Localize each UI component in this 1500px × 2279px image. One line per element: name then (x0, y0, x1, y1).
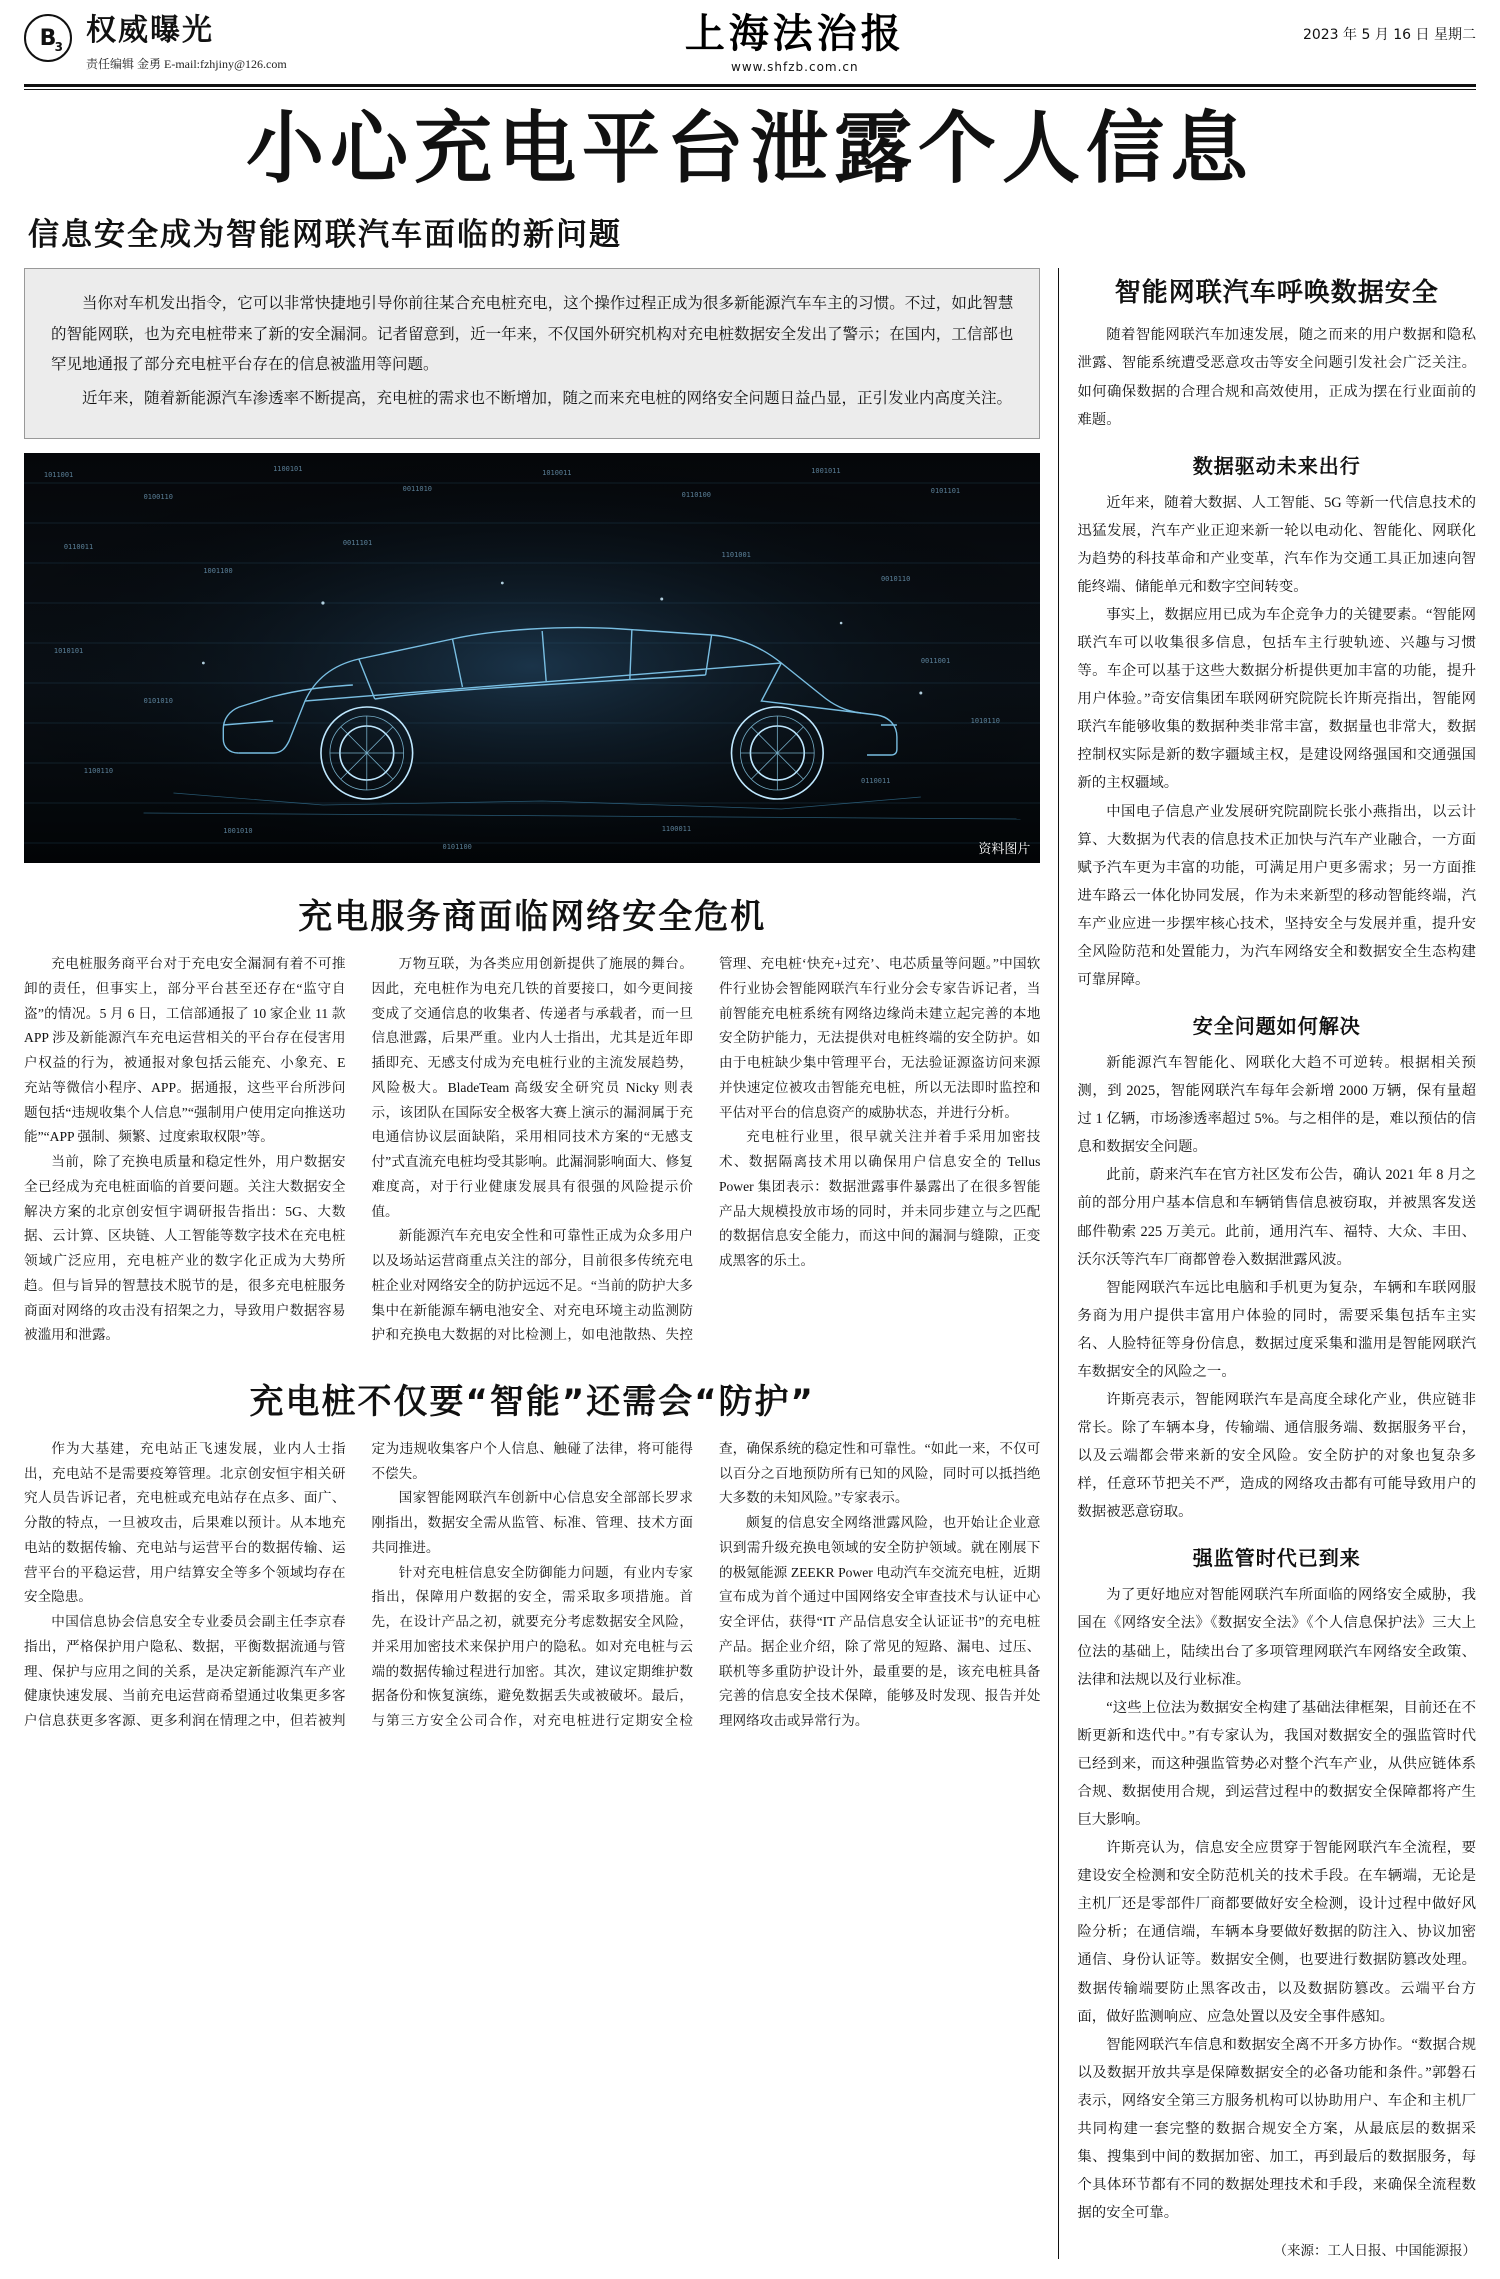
svg-text:1010011: 1010011 (542, 469, 572, 478)
svg-text:1011001: 1011001 (43, 471, 74, 480)
paragraph: 当前，除了充换电质量和稳定性外，用户数据安全已经成为充电桩面临的首要问题。关注大数据安全解决方案的北京创安恒宇调研报告指出：5G、大数据、云计算、区块链、人工智能等数字技术在充电桩领域广泛应用，充电桩产业的数字化正成为大势所趋。但与旨异的智慧技术脱节的是，很多充电桩服务商面对网络的攻击没有招架之力，导致用户数据容易被滥用和泄露。 (24, 1154, 346, 1343)
svg-text:0110100: 0110100 (681, 491, 711, 500)
page-subtitle: 信息安全成为智能网联汽车面临的新问题 (28, 217, 622, 254)
section-2-title: 充电桩不仅要“智能”还需会“防护” (249, 1381, 815, 1422)
paragraph: 中国电子信息产业发展研究院副院长张小燕指出，以云计算、大数据为代表的信息技术正加快与汽车产业融合，一方面赋予汽车更为丰富的功能，可满足用户更多需求；另一方面推进车路云一体化协同发展，作为未来新型的移动智能终端，汽车产业应进一步摆牢核心技术，坚持安全与发展并重，提升安全风险防范和处置能力，为汽车网络安全和数据安全生态构建可靠屏障。 (1077, 803, 1476, 988)
svg-text:1100101: 1100101 (273, 465, 303, 474)
editor-line: 责任编辑 金勇 E-mail:fzhjiny@126.com (86, 57, 287, 71)
paragraph: 事实上，数据应用已成为车企竞争力的关键要素。“智能网联汽车可以收集很多信息，包括车主行驶轨迹、兴趣与习惯等。车企可以基于这些大数据分析提供更加丰富的功能，提升用户体验。”奇安信集团车联网研究院院长许斯亮指出，智能网联汽车能够收集的数据种类非常丰富，数据量也非常大，数据控制权实际是新的数字疆域主权，是建设网络强国和交通强国新的主权疆域。 (1077, 606, 1476, 792)
section-2-body (24, 1437, 1040, 1734)
sidebar-subtitle-2: 安全问题如何解决 (1192, 1014, 1361, 1039)
paper-name: 上海法治报 (684, 10, 905, 57)
paragraph: 万物互联，为各类应用创新提供了施展的舞台。因此，充电桩作为电充几铁的首要接口，如今更间接变成了交通信息的收集者、传递者与承载者，而一旦信息泄露，后果严重。业内人士指出，尤其是近年即插即充、无感支付成为充电桩行业的主流发展趋势，风险极大。BladeTeam 高级安全研究员 Nicky 则表示，该团队在国际安全极客大赛上演示的漏洞属于充电通信协议层面缺陷，采用相同技术方案的“无感支付”式直流充电桩均受其影响。此漏洞影响面大、修复难度高，对于行业健康发展具有很强的风险提示价值。 (371, 956, 693, 1219)
svg-text:1001011: 1001011 (811, 467, 841, 476)
car-wireframe-illustration (24, 453, 1040, 863)
headline-block (0, 90, 1500, 254)
paragraph: 许斯亮表示，智能网联汽车是高度全球化产业，供应链非常长。除了车辆本身，传输端、通信服务端、数据服务平台，以及云端都会带来新的安全风险。安全防护的对象也复杂多样，任意环节把关不严，造成的网络攻击都有可能导致用户的数据被恶意窃取。 (1077, 1392, 1476, 1521)
svg-text:0100110: 0100110 (143, 493, 173, 502)
paragraph: 随着智能网联汽车加速发展，随之而来的用户数据和隐私泄露、智能系统遭受恶意攻击等安全问题引发社会广泛关注。如何确保数据的合理合规和高效使用，正成为摆在行业面前的难题。 (1077, 327, 1476, 428)
article-figure (24, 453, 1040, 863)
section-badge-number: 3 (54, 40, 63, 54)
sidebar-title: 智能网联汽车呼唤数据安全 (1114, 278, 1439, 309)
svg-text:0101010: 0101010 (143, 697, 173, 706)
paragraph: 新能源汽车充电安全性和可靠性正成为众多用户以及场站运营商重点关注的部分，目前很多传统充电桩企业对网络安全的防护远远不足。“当前的防护大多集中在新能源车辆电池安全、对充电环境主动监测防护和充换电大数据的对比检测上，如电池散热、失控管理、充电桩‘快充+过充’、电芯质量等问题。”中国软件行业协会智能网联汽车行业分会专家告诉记者，当前智能充电桩系统有网络边缘尚未建立起完善的本地安全防护能力，无法提供对电桩终端的安全防护。如由于电桩缺少集中管理平台，无法验证源盗访问来源并快速定位被攻击智能充电桩，所以无法即时监控和平估对平台的信息资产的威胁状态，并进行分析。 (371, 956, 1041, 1343)
svg-text:1010110: 1010110 (970, 717, 1000, 726)
section-title: 权威曝光 (86, 13, 214, 48)
lead-paragraph: 近年来，随着新能源汽车渗透率不断提高，充电桩的需求也不断增加，随之而来充电桩的网络安全问题日益凸显，正引发业内高度关注。 (82, 390, 1013, 408)
paragraph: 新能源汽车智能化、网联化大趋不可逆转。根据相关预测，到 2025，智能网联汽车每年会新增 2000 万辆，保有量超过 1 亿辆，市场渗透率超过 5%。与之相伴的是，难以预估的信息和数据安全问题。 (1077, 1055, 1476, 1156)
sidebar-section-2 (1077, 1049, 1476, 1526)
masthead-center (301, 10, 1289, 74)
paragraph: 作为大基建，充电站正飞速发展，业内人士指出，充电站不是需要疫筹管理。北京创安恒宇相关研究人员告诉记者，充电桩或充电站存在点多、面广、分散的特点，一旦被攻击，后果难以预计。从本地充电站的数据传输、充电站与运营平台的数据传输、运营平台的平稳运营，用户结算安全等多个领域均存在安全隐患。 (24, 1440, 346, 1605)
masthead-left (86, 14, 287, 72)
sidebar-section-1 (1077, 489, 1476, 994)
svg-text:0101100: 0101100 (442, 843, 472, 852)
masthead (0, 0, 1500, 80)
section-1-title: 充电服务商面临网络安全危机 (298, 897, 767, 938)
svg-text:0011101: 0011101 (342, 539, 373, 548)
section-1-body (24, 952, 1040, 1348)
figure-caption: 资料图片 (978, 841, 1031, 857)
svg-text:1100110: 1100110 (83, 767, 114, 776)
svg-text:1100011: 1100011 (661, 825, 692, 834)
masthead-rule (24, 84, 1476, 87)
section-badge-letter: B (39, 25, 57, 51)
svg-text:1001010: 1001010 (223, 827, 253, 836)
paragraph: 针对充电桩信息安全防御能力问题，有业内专家指出，保障用户数据的安全，需采取多项措施。首先，在设计产品之初，就要充分考虑数据安全风险，并采用加密技术来保护用户的隐私。如对充电桩与云端的数据传输过程进行加密。其次，建议定期维护数据备份和恢复演练，避免数据丢失或被破坏。最后，与第三方安全公司合作，对充电桩进行定期安全检查，确保系统的稳定性和可靠性。“如此一来，不仅可以百分之百地预防所有已知的风险，同时可以抵挡绝大多数的未知风险。”专家表示。 (371, 1440, 1041, 1729)
column-divider (1058, 268, 1059, 2259)
svg-text:0011010: 0011010 (402, 485, 432, 494)
paragraph: 中国信息协会信息安全专业委员会副主任李京春指出，严格保护用户隐私、数据，平衡数据流通与管理、保护与应用之间的关系，是决定新能源汽车产业健康快速发展、当前充电运营商希望通过收集更多客户信息获更多客源、更多利润在情理之中，但若被判定为违规收集客户个人信息、触碰了法律，将可能得不偿失。 (24, 1440, 693, 1729)
sidebar-section-3 (1077, 1581, 1476, 2227)
right-column (1077, 268, 1476, 2259)
svg-text:1010101: 1010101 (53, 647, 84, 656)
paragraph: “这些上位法为数据安全构建了基础法律框架，目前还在不断更新和迭代中。”有专家认为，我国对数据安全的强监管时代已经到来，而这种强监管势必对整个汽车产业，从供应链体系合规、数据使用合规，到运营过程中的数据安全保障都将产生巨大影响。 (1077, 1699, 1476, 1829)
left-column (24, 268, 1040, 2259)
svg-text:0110011: 0110011 (63, 543, 94, 552)
section-badge (24, 14, 72, 62)
date-line: 2023 年 5 月 16 日 星期二 (1302, 27, 1476, 43)
paragraph: 充电桩行业里，很早就关注并着手采用加密技术、数据隔离技术用以确保用户信息安全的 Tellus Power 集团表示：数据泄露事件暴露出了在很多智能产品大规模投放市场的同时，并未同步建立与之匹配的数据信息安全能力，而这中间的漏洞与缝隙，正变成黑客的乐土。 (718, 1129, 1041, 1269)
content-area (0, 254, 1500, 2279)
svg-text:0101101: 0101101 (930, 487, 961, 496)
sidebar-subtitle-3: 强监管时代已到来 (1192, 1546, 1361, 1571)
svg-text:1101001: 1101001 (721, 551, 751, 560)
sidebar-intro (1077, 321, 1476, 433)
paragraph: 智能网联汽车远比电脑和手机更为复杂，车辆和车联网服务商为用户提供丰富用户体验的同时，需要采集包括车主实名、人脸特征等身份信息，数据过度采集和滥用是智能网联汽车数据安全的风险之一。 (1077, 1279, 1476, 1380)
paragraph: 颇复的信息安全网络泄露风险，也开始让企业意识到需升级充换电领域的安全防护领域。就在刚展下的极氪能源 ZEEKR Power 电动汽车交流充电桩，近期宣布成为首个通过中国网络安全审查技术与认证中心安全评估，获得“IT 产品信息安全认证证书”的充电桩产品。据企业介绍，除了常见的短路、漏电、过压、联机等多重防护设计外，最重要的是，该充电桩具备完善的信息安全技术保障，能够及时发现、报告并处理网络攻击或异常行为。 (718, 1515, 1041, 1729)
paper-url[interactable]: www.shfzb.com.cn (731, 60, 859, 74)
paragraph: 国家智能网联汽车创新中心信息安全部部长罗求刚指出，数据安全需从监管、标准、管理、技术方面共同推进。 (371, 1490, 693, 1555)
paragraph: 充电桩服务商平台对于充电安全漏洞有着不可推卸的责任，但事实上，部分平台甚至还存在“监守自盗”的情况。5 月 6 日，工信部通报了 10 家企业 11 款 APP 涉及新能源汽车充电运营相关的平台存在侵害用户权益的行为，被通报对象包括云能充、小象充、E 充站等微信小程序、APP。据通报，这些平台所涉问题包括“违规收集个人信息”“强制用户使用定向推送功能”“APP 强制、频繁、过度索取权限”等。 (24, 956, 346, 1145)
paragraph: 此前，蔚来汽车在官方社区发布公告，确认 2021 年 8 月之前的部分用户基本信息和车辆销售信息被窃取，并被黑客发送邮件勒索 225 万美元。此前，通用汽车、福特、大众、丰田、沃尔沃等汽车厂商都曾卷入数据泄露风波。 (1077, 1167, 1476, 1268)
source-line: （来源：工人日报、中国能源报） (1273, 2243, 1476, 2259)
paragraph: 许斯亮认为，信息安全应贯穿于智能网联汽车全流程，要建设安全检测和安全防范机关的技术手段。在车辆端，无论是主机厂还是零部件厂商都要做好安全检测，设计过程中做好风险分析；在通信端，车辆本身要做好数据的防注入、协议加密通信、身份认证等。数据安全侧，也要进行数据防篡改处理。数据传输端要防止黑客改击，以及数据防篡改。云端平台方面，做好监测响应、应急处置以及安全事件感知。 (1077, 1840, 1476, 2025)
svg-text:0110011: 0110011 (861, 777, 891, 786)
sidebar-subtitle-1: 数据驱动未来出行 (1192, 453, 1361, 478)
lead-paragraph: 当你对车机发出指令，它可以非常快捷地引导你前往某合充电桩充电，这个操作过程正成为很多新能源汽车车主的习惯。不过，如此智慧的智能网联，也为充电桩带来了新的安全漏洞。记者留意到，近一年来，不仅国外研究机构对充电桩数据安全发出了警示；在国内，工信部也罕见地通报了部分充电桩平台存在的信息被滥用等问题。 (51, 295, 1014, 373)
page-title: 小心充电平台泄露个人信息 (245, 104, 1254, 194)
svg-text:1001100: 1001100 (203, 567, 233, 576)
svg-text:0010110: 0010110 (880, 575, 911, 584)
svg-text:0011001: 0011001 (920, 657, 951, 666)
lead-box (24, 268, 1040, 439)
paragraph: 近年来，随着大数据、人工智能、5G 等新一代信息技术的迅猛发展，汽车产业正迎来新一轮以电动化、智能化、网联化为趋势的科技革命和产业变革，汽车作为交通工具正加速向智能终端、储能单元和数字空间转变。 (1077, 494, 1476, 595)
paragraph: 为了更好地应对智能网联汽车所面临的网络安全威胁，我国在《网络安全法》《数据安全法》《个人信息保护法》三大上位法的基础上，陆续出台了多项管理网联汽车网络安全政策、法律和法规以及行业标准。 (1077, 1587, 1476, 1688)
paragraph: 智能网联汽车信息和数据安全离不开多方协作。“数据合规以及数据开放共享是保障数据安全的必备功能和条件。”郭磐石表示，网络安全第三方服务机构可以协助用户、车企和主机厂共同构建一套完整的数据合规安全方案，从最底层的数据采集、搜集到中间的数据加密、加工，再到最后的数据服务，每个具体环节都有不同的数据处理技术和手段，来确保全流程数据的安全可靠。 (1077, 2036, 1476, 2222)
